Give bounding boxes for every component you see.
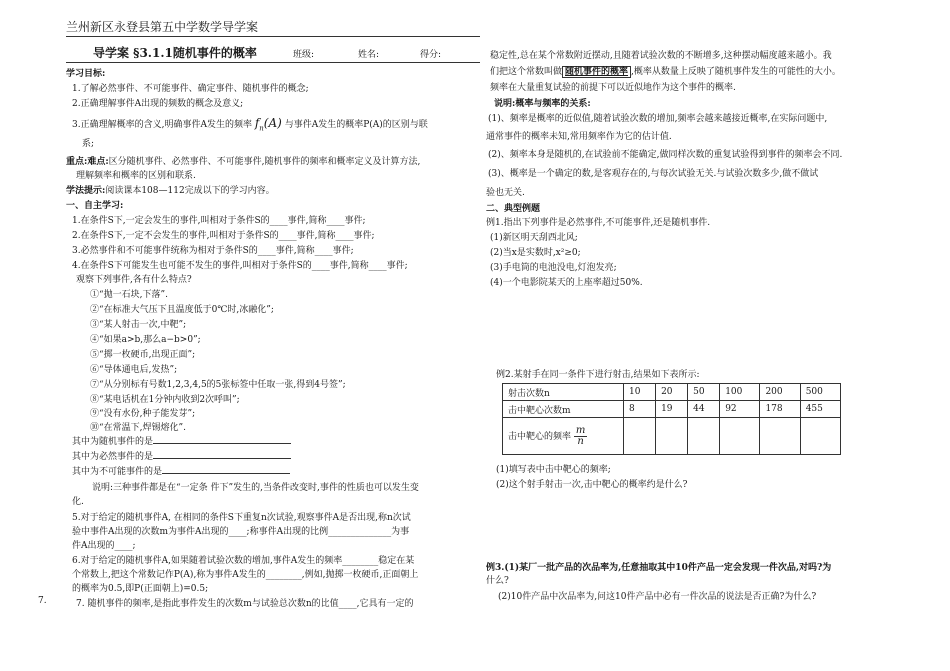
relation-1-line-2: 通常事件的概率未知,常用频率作为它的估计值.: [486, 132, 672, 142]
event-5: ⑤“掷一枚硬币,出现正面”;: [90, 350, 196, 360]
goal-3-text-b: 与事件A发生的概率P(A)的区别与联: [284, 120, 428, 130]
table-cell: 50: [688, 384, 720, 401]
self-study-heading: 一、自主学习:: [66, 201, 124, 211]
frequency-symbol: $f_n(A)$: [254, 116, 282, 133]
example-3-part-2: (2)10件产品中次品率为,问这10件产品中必有一件次品的说法是否正确?为什么?: [498, 592, 817, 602]
event-7: ⑦“从分别标有号数1,2,3,4,5的5张标签中任取一张,得到4号签”;: [90, 380, 346, 390]
table-cell: 44: [688, 401, 720, 418]
question-2: 2.在条件S下,一定不会发生的事件,叫相对于条件S的____事件,简称____事件;: [72, 231, 375, 241]
table-row-frequency: [503, 418, 841, 455]
goal-3-text-a: 3.正确理解概率的含义,明确事件A发生的频率: [72, 120, 252, 130]
table-cell: 击中靶心次数m: [503, 401, 624, 418]
example-1: 例1.指出下列事件是必然事件,不可能事件,还是随机事件.: [486, 218, 711, 228]
example-2-b: (2)这个射手射击一次,击中靶心的概率约是什么?: [496, 480, 688, 490]
page-title: 导学案 §3.1.1随机事件的概率: [93, 46, 257, 60]
event-10: ⑩“在常温下,焊锡熔化”.: [90, 423, 186, 433]
goals-heading: 学习目标:: [66, 69, 106, 79]
hint-label: 学法提示:: [66, 186, 106, 196]
note-line-1: 说明:三种事件都是在“一定条 件下”发生的,当条件改变时,事件的性质也可以发生变: [92, 483, 419, 493]
key-text-1: 区分随机事件、必然事件、不可能事件,随机事件的频率和概率定义及计算方法,: [108, 157, 421, 167]
table-cell: 200: [760, 384, 800, 401]
event-2: ②“在标准大气压下且温度低于0℃时,冰融化”;: [90, 305, 274, 315]
frequency-label-cell: 击中靶心的频率 $\frac{m}{n}$: [503, 418, 624, 455]
frequency-blank-cell[interactable]: [624, 418, 656, 455]
example-3-line-2: 什么?: [486, 576, 509, 586]
right-text-1: 稳定性,总在某个常数附近摆动,且随着试验次数的不断增多,这种摆动幅度越来越小。我: [490, 51, 832, 61]
answer-random-blank[interactable]: [153, 434, 291, 444]
study-hint: [66, 183, 275, 196]
example-3-line-1: 例3.(1)某厂一批产品的次品率为,任意抽取其中10件产品一定会发现一件次品,对吗?为: [486, 563, 832, 573]
table-cell: 92: [720, 401, 760, 418]
example-1-c: (3)手电筒的电池没电,灯泡发亮;: [490, 263, 617, 273]
key-points: [66, 154, 420, 167]
frequency-blank-cell[interactable]: [760, 418, 800, 455]
goal-3: [72, 116, 428, 132]
table-cell: 100: [720, 384, 760, 401]
shooting-table: [502, 383, 841, 455]
event-4: ④“如果a>b,那么a−b>0”;: [90, 335, 201, 345]
answer-impossible: 其中为不可能事件的是: [72, 464, 290, 477]
probability-term: 随机事件的概率: [562, 66, 631, 78]
question-5-line-1: 5.对于给定的随机事件A, 在相同的条件S下重复n次试验,观察事件A是否出现,称n次试: [72, 513, 411, 523]
goal-1: 1.了解必然事件、不可能事件、确定事件、随机事件的概念;: [72, 84, 309, 94]
answer-impossible-blank[interactable]: [162, 464, 290, 474]
key-label: 重点:难点:: [66, 157, 109, 167]
relation-3-line-2: 验也无关.: [486, 188, 525, 198]
header-rule: [66, 36, 480, 37]
table-cell: 10: [624, 384, 656, 401]
right-text-3: 频率在大量重复试验的前提下可以近似地作为这个事件的概率.: [490, 83, 736, 93]
example-1-d: (4)一个电影院某天的上座率超过50%.: [490, 278, 643, 288]
event-9: ⑨“没有水份,种子能发芽”;: [90, 409, 196, 419]
question-4-observe: 观察下列事件,各有什么特点?: [76, 275, 192, 285]
table-row-hits: [503, 401, 841, 418]
goal-2: 2.正确理解事件A出现的频数的概念及意义;: [72, 99, 244, 109]
hint-text: 阅读课本108—112完成以下的学习内容。: [105, 186, 275, 196]
table-cell: 8: [624, 401, 656, 418]
table-row-shots: [503, 384, 841, 401]
question-6-line-3: 的概率为0.5,即P(正面朝上)=0.5;: [72, 584, 209, 594]
question-7: 7. 随机事件的频率,是指此事件发生的次数m与试验总次数n的比值____,它具有一定的: [76, 599, 414, 609]
table-cell: 455: [800, 401, 840, 418]
question-4: 4.在条件S下可能发生也可能不发生的事件,叫相对于条件S的____事件,简称____事件;: [72, 261, 408, 271]
event-1: ①“抛一石块,下落”.: [90, 290, 168, 300]
score-label: 得分:: [420, 50, 442, 60]
name-label: 姓名:: [358, 50, 380, 60]
frequency-blank-cell[interactable]: [800, 418, 840, 455]
table-cell: 500: [800, 384, 840, 401]
frequency-blank-cell[interactable]: [720, 418, 760, 455]
relation-2: (2)、频率本身是随机的,在试验前不能确定,做同样次数的重复试验得到事件的频率会不同.: [488, 150, 843, 160]
title-rule: [66, 62, 480, 63]
key-text-2: 理解频率和概率的区别和联系.: [76, 171, 196, 181]
example-1-a: (1)新区明天刮西北风;: [490, 233, 578, 243]
table-cell: 178: [760, 401, 800, 418]
question-1: 1.在条件S下,一定会发生的事件,叫相对于条件S的____事件,简称____事件;: [72, 216, 366, 226]
class-label: 班级:: [293, 50, 315, 60]
note-line-2: 化.: [72, 497, 84, 507]
example-2-a: (1)填写表中击中靶心的频率;: [496, 465, 611, 475]
example-2: 例2.某射手在同一条件下进行射击,结果如下表所示:: [496, 370, 700, 380]
table-cell: 20: [656, 384, 688, 401]
question-3: 3.必然事件和不可能事件统称为相对于条件S的____事件,简称____事件;: [72, 246, 354, 256]
goal-3-cont: 系;: [82, 139, 95, 149]
question-5-line-3: 件A出现的____;: [72, 541, 136, 551]
m-over-n-fraction: $\frac{m}{n}$: [575, 424, 586, 447]
example-1-b: (2)当x是实数时,x²≥0;: [490, 248, 581, 258]
frequency-blank-cell[interactable]: [688, 418, 720, 455]
event-6: ⑥“导体通电后,发热”;: [90, 365, 178, 375]
question-6-line-1: 6.对于给定的随机事件A,如果随着试验次数的增加,事件A发生的频率________稳定在某: [72, 556, 415, 566]
frequency-blank-cell[interactable]: [656, 418, 688, 455]
question-7-number: 7.: [38, 596, 47, 606]
answer-random: 其中为随机事件的是: [72, 434, 291, 447]
answer-certain: 其中为必然事件的是: [72, 449, 291, 462]
answer-certain-blank[interactable]: [153, 449, 291, 459]
event-8: ⑧“某电话机在1分钟内收到2次呼叫”;: [90, 395, 240, 405]
event-3: ③“某人射击一次,中靶”;: [90, 320, 187, 330]
relation-1-line-1: (1)、频率是概率的近似值,随着试验次数的增加,频率会越来越接近概率,在实际问题中,: [488, 114, 828, 124]
relation-3-line-1: (3)、概率是一个确定的数,是客观存在的,与每次试验无关.与试验次数多少,做不做试: [488, 169, 819, 179]
explain-heading: 说明:概率与频率的关系:: [494, 99, 591, 109]
page-header: 兰州新区永登县第五中学数学导学案: [66, 20, 259, 34]
question-6-line-2: 个常数上,把这个常数记作P(A),称为事件A发生的________,例如,抛掷一枚硬币,正面朝上: [72, 570, 419, 580]
examples-heading: 二、典型例题: [486, 204, 541, 214]
table-cell: 19: [656, 401, 688, 418]
question-5-line-2: 验中事件A出现的次数m为事件A出现的____;称事件A出现的比例______________为事: [72, 527, 410, 537]
table-cell: 射击次数n: [503, 384, 624, 401]
right-text-2: 们把这个常数叫做 随机事件的概率 ,概率从数量上反映了随机事件发生的可能性的大小。: [490, 67, 841, 77]
